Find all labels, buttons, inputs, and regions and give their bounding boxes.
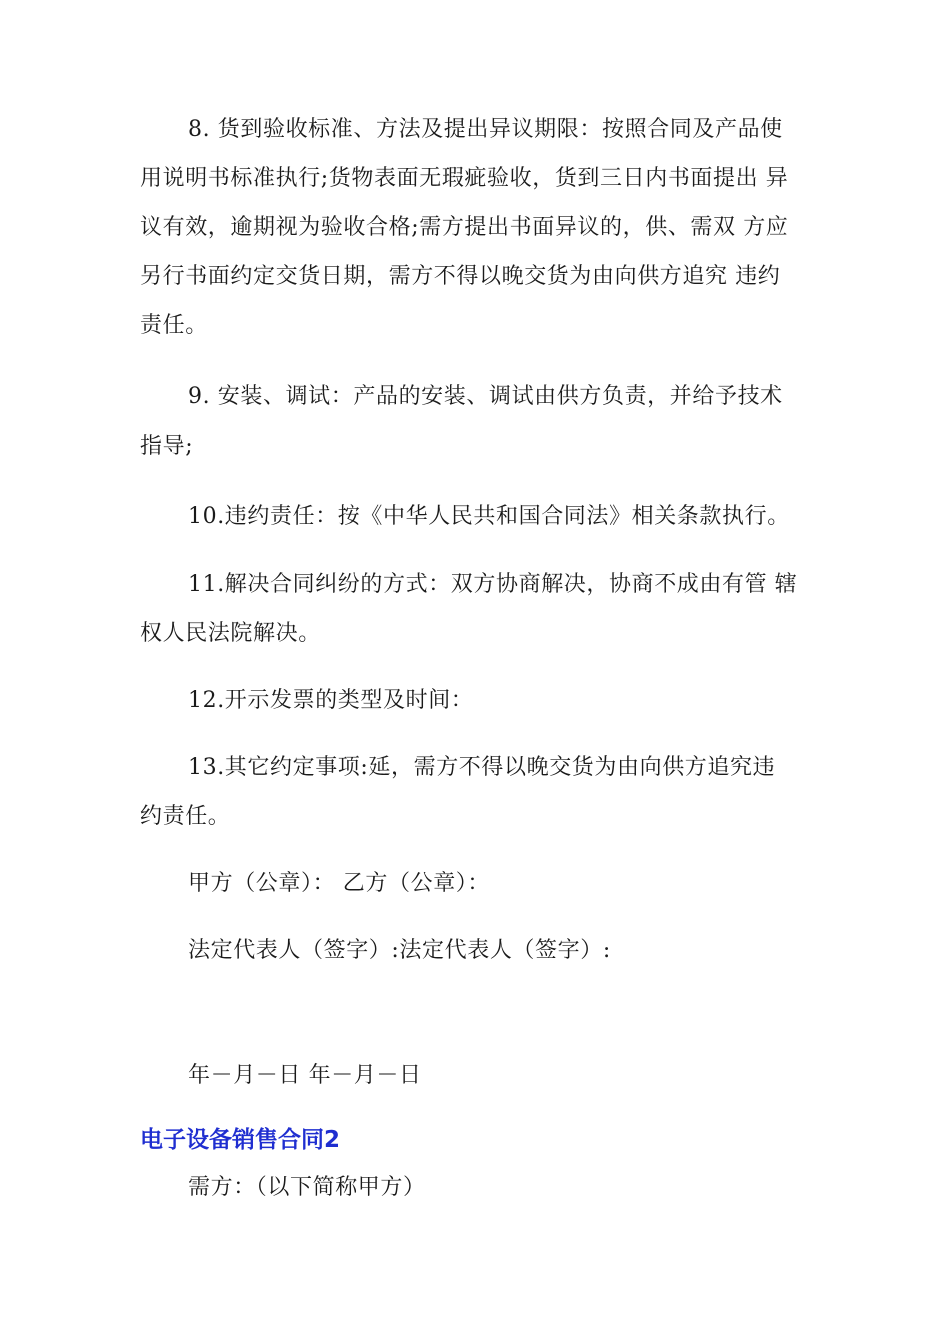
- clause-9-line-1: 9. 安装、调试：产品的安装、调试由供方负责，并给予技术: [188, 384, 783, 409]
- clause-12-line-1: 12.开示发票的类型及时间：: [188, 688, 474, 713]
- buyer-line: 需方：（以下简称甲方）: [188, 1175, 426, 1200]
- date-line: 年－月－日 年－月－日: [188, 1063, 422, 1088]
- clause-8-line-3: 议有效，逾期视为验收合格;需方提出书面异议的，供、需双 方应: [140, 215, 789, 240]
- representative-signature-line: 法定代表人（签字）:法定代表人（签字）:: [188, 938, 611, 963]
- clause-11-line-2: 权人民法院解决。: [140, 621, 321, 646]
- clause-13-line-1: 13.其它约定事项:延，需方不得以晚交货为由向供方追究违: [188, 755, 776, 780]
- clause-8-line-1: 8. 货到验收标准、方法及提出异议期限：按照合同及产品使: [188, 117, 783, 142]
- clause-13-line-2: 约责任。: [140, 804, 231, 829]
- clause-9-line-2: 指导;: [140, 434, 194, 459]
- clause-11-line-1: 11.解决合同纠纷的方式：双方协商解决，协商不成由有管 辖: [188, 572, 798, 597]
- clause-10-line-1: 10.违约责任：按《中华人民共和国合同法》相关条款执行。: [188, 504, 790, 529]
- seal-line: 甲方（公章）： 乙方（公章）：: [188, 871, 490, 896]
- clause-8-line-5: 责任。: [140, 313, 208, 338]
- clause-8-line-2: 用说明书标准执行;货物表面无瑕疵验收，货到三日内书面提出 异: [140, 166, 789, 191]
- clause-8-line-4: 另行书面约定交货日期，需方不得以晚交货为由向供方追究 违约: [140, 264, 781, 289]
- section-heading: 电子设备销售合同2: [140, 1127, 341, 1153]
